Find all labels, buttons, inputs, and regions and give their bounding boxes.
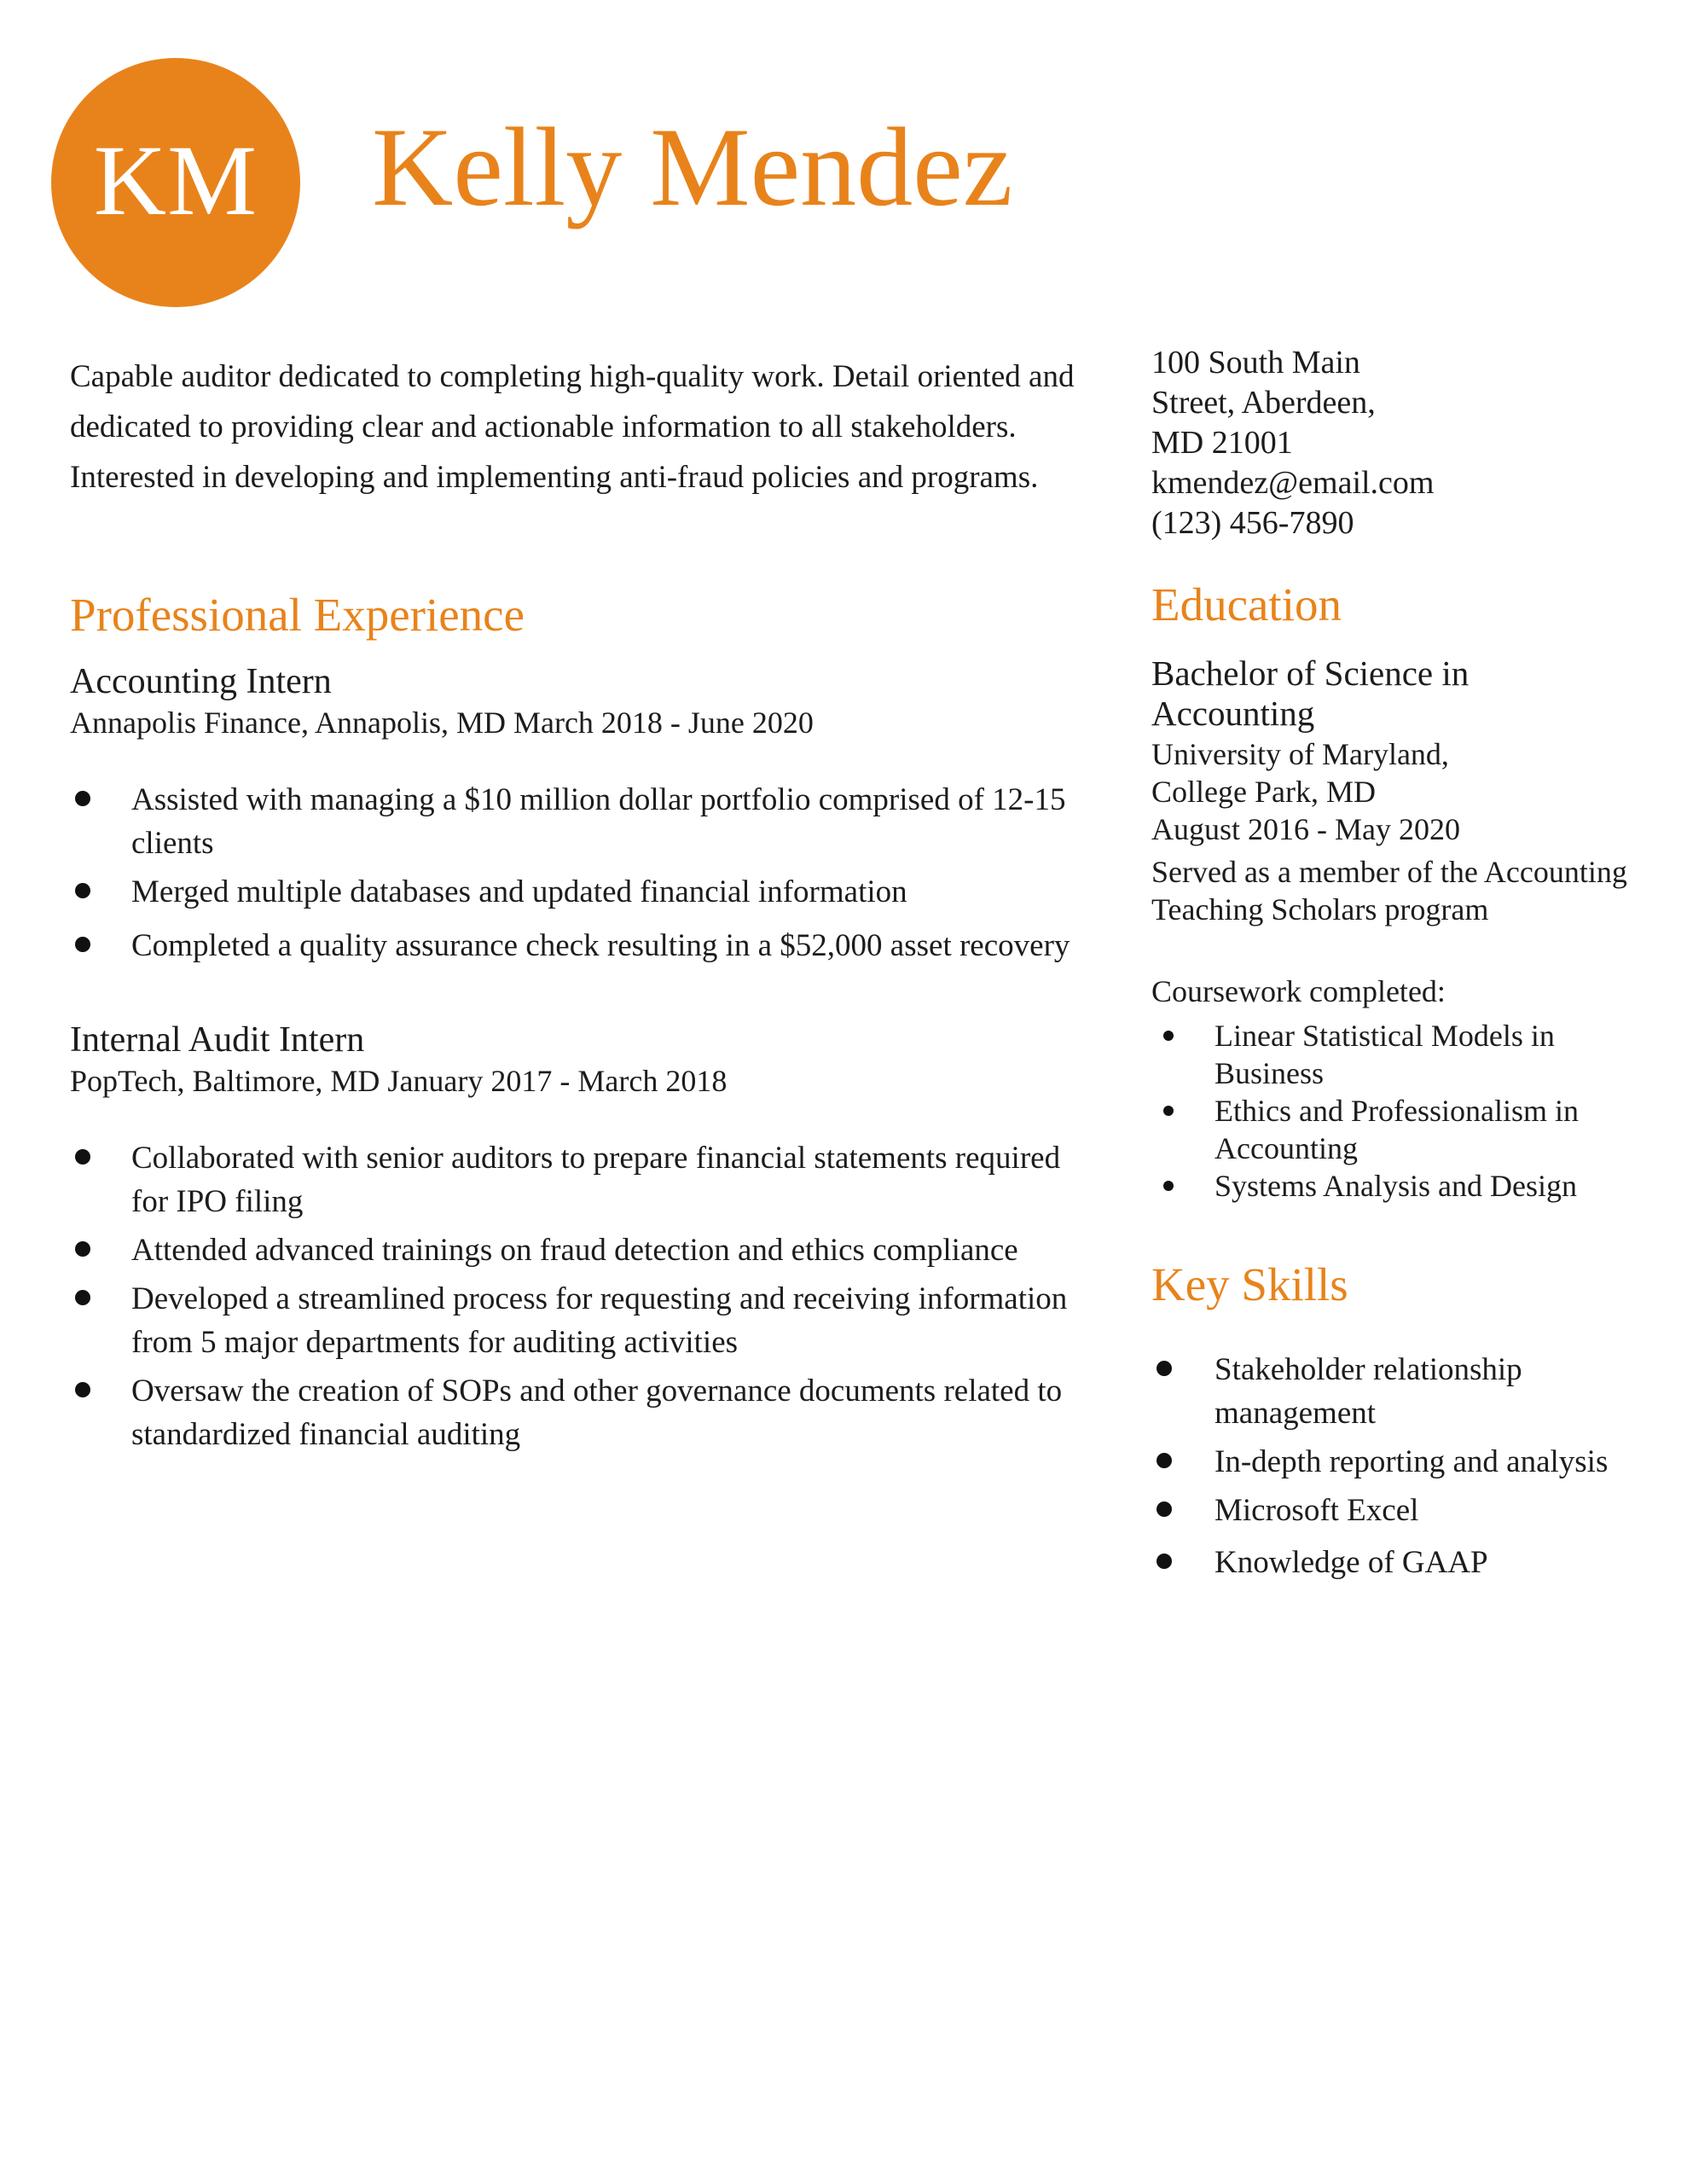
list-item <box>70 1228 1076 1272</box>
bullet-icon <box>75 791 90 806</box>
education-note: Served as a member of the Accounting Teaching Scholars program <box>1151 854 1627 926</box>
list-item <box>1151 1348 1629 1435</box>
list-item <box>70 870 1076 914</box>
bullet-text: Oversaw the creation of SOPs and other governance documents related to standardized financial auditing <box>131 1373 1063 1452</box>
bullet-text: Completed a quality assurance check resulting in a $52,000 asset recovery <box>131 927 1070 963</box>
summary: Capable auditor dedicated to completing high-quality work. Detail oriented and dedicated to providing clear and actionable information to all stakeholders. Interested in developing and implementing anti-fraud policies and programs. <box>70 359 1075 495</box>
bullet-text: Developed a streamlined process for requesting and receiving information from 5 major departments for auditing activities <box>131 1281 1068 1360</box>
job-meta: PopTech, Baltimore, MD January 2017 - March 2018 <box>70 1063 728 1098</box>
bullet-icon <box>75 1149 90 1165</box>
monogram-initials: KM <box>93 125 258 236</box>
side-column <box>1151 343 1629 1584</box>
job-bullets <box>70 1136 1076 1456</box>
job-title: Internal Audit Intern <box>70 1019 365 1060</box>
bullet-icon <box>1163 1181 1174 1191</box>
bullet-icon <box>1157 1453 1172 1468</box>
bullet-text: Attended advanced trainings on fraud detection and ethics compliance <box>131 1232 1018 1268</box>
list-item <box>70 778 1076 865</box>
job-entry <box>70 1019 1076 1456</box>
experience-heading: Professional Experience <box>70 589 525 641</box>
job-title: Accounting Intern <box>70 661 332 701</box>
coursework-label: Coursework completed: <box>1151 973 1446 1008</box>
bullet-icon <box>1157 1361 1172 1376</box>
school-name: University of Maryland, <box>1151 736 1449 771</box>
bullet-text: Collaborated with senior auditors to prepare financial statements required for IPO filing <box>131 1140 1061 1219</box>
main-column <box>70 351 1076 1456</box>
skill-text: In-depth reporting and analysis <box>1215 1444 1609 1479</box>
list-item <box>70 1277 1076 1364</box>
list-item <box>1151 1489 1629 1532</box>
list-item <box>1151 1440 1629 1484</box>
address-line-1: 100 South Main <box>1151 345 1360 380</box>
school-location: College Park, MD <box>1151 774 1376 809</box>
candidate-name: Kelly Mendez <box>372 104 1013 229</box>
skill-text: Microsoft Excel <box>1215 1493 1419 1528</box>
list-item <box>1151 1017 1629 1092</box>
bullet-text: Merged multiple databases and updated financial information <box>131 874 907 909</box>
bullet-icon <box>1163 1106 1174 1116</box>
bullet-icon <box>75 1382 90 1397</box>
skill-list <box>1151 1348 1629 1584</box>
degree: Bachelor of Science in Accounting <box>1151 653 1470 733</box>
bullet-icon <box>1163 1031 1174 1041</box>
course-text: Linear Statistical Models in Business <box>1215 1018 1555 1090</box>
job-bullets <box>70 778 1076 967</box>
bullet-icon <box>1157 1502 1172 1517</box>
list-item <box>70 1136 1076 1223</box>
education-heading: Education <box>1151 578 1342 630</box>
bullet-icon <box>75 1290 90 1305</box>
job-meta: Annapolis Finance, Annapolis, MD March 2018 - June 2020 <box>70 705 814 740</box>
skill-text: Knowledge of GAAP <box>1215 1545 1488 1580</box>
monogram-badge <box>51 58 300 307</box>
phone: (123) 456-7890 <box>1151 505 1354 541</box>
course-list <box>1151 1017 1629 1205</box>
bullet-text: Assisted with managing a $10 million dollar portfolio comprised of 12-15 clients <box>131 781 1066 861</box>
education-entry <box>1151 653 1629 1205</box>
list-item <box>1151 1092 1629 1167</box>
skills-heading: Key Skills <box>1151 1258 1348 1310</box>
list-item <box>70 1369 1076 1456</box>
contact-block <box>1151 343 1629 543</box>
email: kmendez@email.com <box>1151 465 1435 501</box>
bullet-icon <box>75 1241 90 1257</box>
address-line-2: Street, Aberdeen, <box>1151 385 1376 421</box>
job-entry <box>70 660 1076 967</box>
skill-text: Stakeholder relationship management <box>1215 1352 1522 1431</box>
bullet-icon <box>1157 1554 1172 1569</box>
list-item <box>1151 1167 1629 1205</box>
course-text: Ethics and Professionalism in Accounting <box>1215 1093 1579 1165</box>
address-line-3: MD 21001 <box>1151 425 1293 461</box>
list-item <box>70 924 1076 967</box>
bullet-icon <box>75 937 90 952</box>
education-dates: August 2016 - May 2020 <box>1151 811 1460 846</box>
bullet-icon <box>75 883 90 898</box>
list-item <box>1151 1541 1629 1584</box>
course-text: Systems Analysis and Design <box>1215 1168 1578 1203</box>
